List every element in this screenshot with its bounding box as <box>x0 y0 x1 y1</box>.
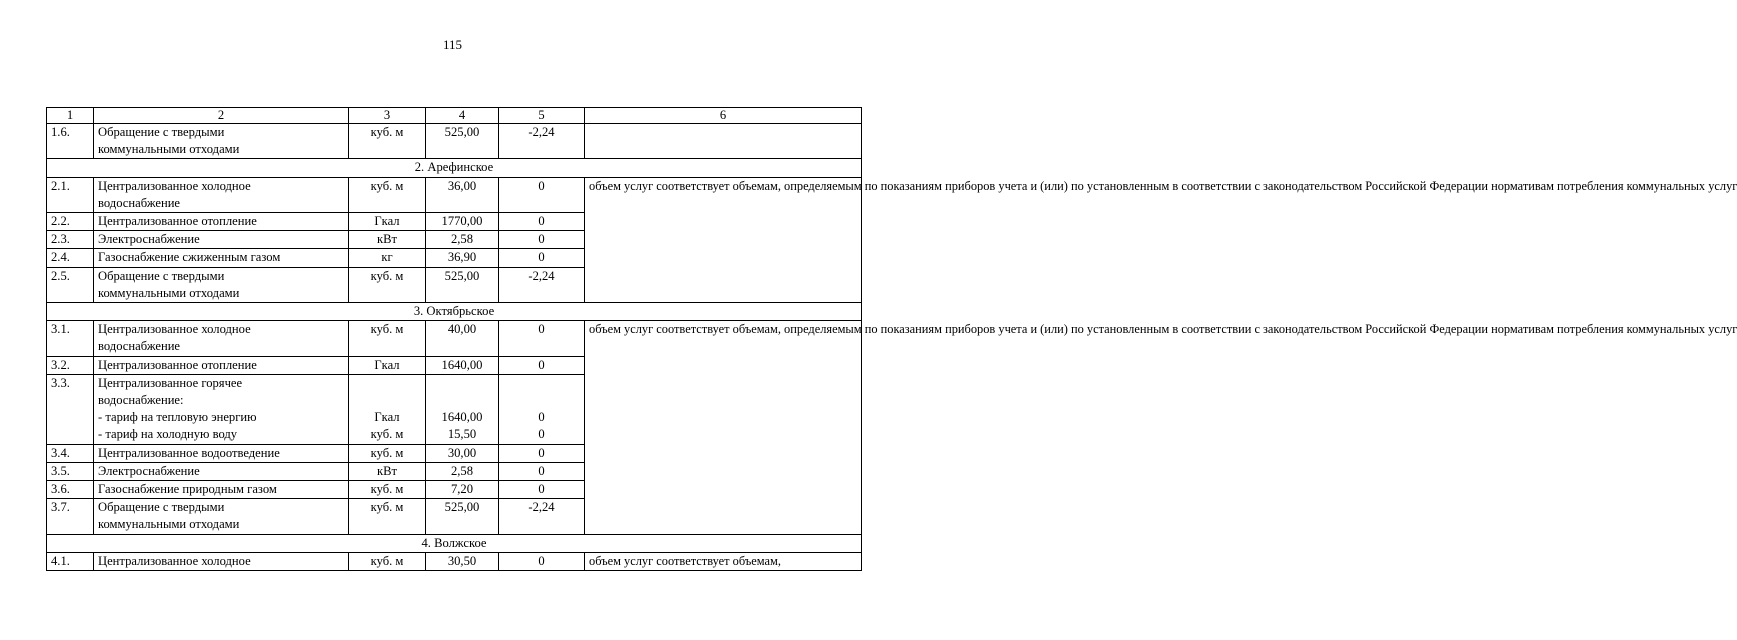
service-name <box>94 267 349 302</box>
row-number: 2.5. <box>47 267 94 302</box>
value-cell: 1640,00 <box>426 356 499 374</box>
row-number: 3.7. <box>47 499 94 534</box>
unit-line: куб. м <box>370 427 404 442</box>
change-cell: -2,24 <box>499 499 585 534</box>
row-number: 3.4. <box>47 444 94 462</box>
header-cell: 2 <box>94 108 349 124</box>
value-cell <box>426 374 499 444</box>
section-title: 4. Волжское <box>47 534 862 552</box>
table-row <box>47 552 862 571</box>
value-cell: 2,58 <box>426 231 499 249</box>
value-cell: 525,00 <box>426 499 499 534</box>
section-row <box>47 159 862 177</box>
service-name-line: - тариф на тепловую энергию <box>98 410 257 425</box>
section-row <box>47 534 862 552</box>
service-name <box>94 321 349 356</box>
service-name-line: Централизованное холодное <box>98 178 251 193</box>
row-number: 2.2. <box>47 213 94 231</box>
row-number: 4.1. <box>47 552 94 571</box>
unit-cell: куб. м <box>349 267 426 302</box>
unit-cell: куб. м <box>349 481 426 499</box>
unit-cell: куб. м <box>349 499 426 534</box>
unit-line: Гкал <box>374 410 400 425</box>
service-name: Централизованное отопление <box>94 356 349 374</box>
service-name-line: водоснабжение <box>98 195 181 210</box>
unit-cell: куб. м <box>349 552 426 571</box>
unit-cell <box>349 374 426 444</box>
service-name-line: коммунальными отходами <box>98 517 240 532</box>
unit-cell: кг <box>349 249 426 267</box>
section-title: 3. Октябрьское <box>47 303 862 321</box>
note-cell: объем услуг соответствует объемам, <box>585 552 862 571</box>
change-cell: 0 <box>499 231 585 249</box>
change-cell: 0 <box>499 552 585 571</box>
value-cell: 36,00 <box>426 177 499 212</box>
value-cell: 30,00 <box>426 444 499 462</box>
row-number: 2.1. <box>47 177 94 212</box>
unit-cell: куб. м <box>349 124 426 159</box>
change-line: 0 <box>538 410 545 425</box>
service-name <box>94 124 349 159</box>
value-cell: 36,90 <box>426 249 499 267</box>
row-number: 1.6. <box>47 124 94 159</box>
row-number: 3.5. <box>47 462 94 480</box>
row-number: 3.1. <box>47 321 94 356</box>
row-number: 3.6. <box>47 481 94 499</box>
section-title: 2. Арефинское <box>47 159 862 177</box>
unit-cell: куб. м <box>349 444 426 462</box>
service-name-line: Обращение с твердыми <box>98 268 225 283</box>
value-line: 1640,00 <box>441 410 483 425</box>
note-cell: объем услуг соответствует объемам, определяемым по показаниям приборов учета и (или) по установленным в соответствии с законодательством Российской Федерации нормативам потребления коммунальных услуг <box>585 177 862 302</box>
service-name-line: водоснабжение <box>98 339 181 354</box>
service-name: Электроснабжение <box>94 231 349 249</box>
value-cell: 525,00 <box>426 124 499 159</box>
change-cell: 0 <box>499 321 585 356</box>
row-number: 2.4. <box>47 249 94 267</box>
value-cell: 525,00 <box>426 267 499 302</box>
service-name-line: Обращение с твердыми <box>98 500 225 515</box>
change-cell: 0 <box>499 356 585 374</box>
page-number: 115 <box>442 37 463 52</box>
table-row <box>47 124 862 159</box>
service-name-line: Обращение с твердыми <box>98 125 225 139</box>
row-number: 3.2. <box>47 356 94 374</box>
change-cell: 0 <box>499 444 585 462</box>
unit-cell: куб. м <box>349 321 426 356</box>
change-cell: 0 <box>499 213 585 231</box>
note-cell: объем услуг соответствует объемам, определяемым по показаниям приборов учета и (или) по установленным в соответствии с законодательством Российской Федерации нормативам потребления коммунальных услуг <box>585 321 862 534</box>
change-cell <box>499 374 585 444</box>
row-number: 2.3. <box>47 231 94 249</box>
service-name: Централизованное водоотведение <box>94 444 349 462</box>
change-line: 0 <box>538 427 545 442</box>
unit-cell: кВт <box>349 462 426 480</box>
service-name: Газоснабжение сжиженным газом <box>94 249 349 267</box>
service-name: Электроснабжение <box>94 462 349 480</box>
service-name-line: Централизованное холодное <box>98 322 251 337</box>
table-row <box>47 177 862 212</box>
unit-cell: куб. м <box>349 177 426 212</box>
change-cell: 0 <box>499 249 585 267</box>
header-cell: 3 <box>349 108 426 124</box>
change-cell: -2,24 <box>499 124 585 159</box>
header-cell: 6 <box>585 108 862 124</box>
service-name-line: коммунальными отходами <box>98 285 240 300</box>
value-cell: 7,20 <box>426 481 499 499</box>
header-cell: 1 <box>47 108 94 124</box>
service-name-line: - тариф на холодную воду <box>98 427 238 442</box>
section-row <box>47 303 862 321</box>
value-cell: 40,00 <box>426 321 499 356</box>
unit-cell: кВт <box>349 231 426 249</box>
service-name-line: водоснабжение: <box>98 393 184 408</box>
header-cell: 5 <box>499 108 585 124</box>
service-name-line: коммунальными отходами <box>98 142 240 157</box>
value-line: 15,50 <box>447 427 477 442</box>
tariff-table <box>46 107 1737 571</box>
note-cell <box>585 124 862 159</box>
table-row <box>47 321 862 356</box>
service-name: Централизованное отопление <box>94 213 349 231</box>
value-cell: 1770,00 <box>426 213 499 231</box>
service-name <box>94 177 349 212</box>
change-cell: 0 <box>499 481 585 499</box>
service-name-line: Централизованное горячее <box>98 375 243 390</box>
header-cell: 4 <box>426 108 499 124</box>
service-name <box>94 374 349 444</box>
service-name: Централизованное холодное <box>94 552 349 571</box>
service-name <box>94 499 349 534</box>
change-cell: 0 <box>499 177 585 212</box>
change-cell: -2,24 <box>499 267 585 302</box>
change-cell: 0 <box>499 462 585 480</box>
value-cell: 30,50 <box>426 552 499 571</box>
service-name: Газоснабжение природным газом <box>94 481 349 499</box>
unit-cell: Гкал <box>349 213 426 231</box>
unit-cell: Гкал <box>349 356 426 374</box>
row-number: 3.3. <box>47 374 94 444</box>
value-cell: 2,58 <box>426 462 499 480</box>
table-header-row <box>47 108 862 124</box>
